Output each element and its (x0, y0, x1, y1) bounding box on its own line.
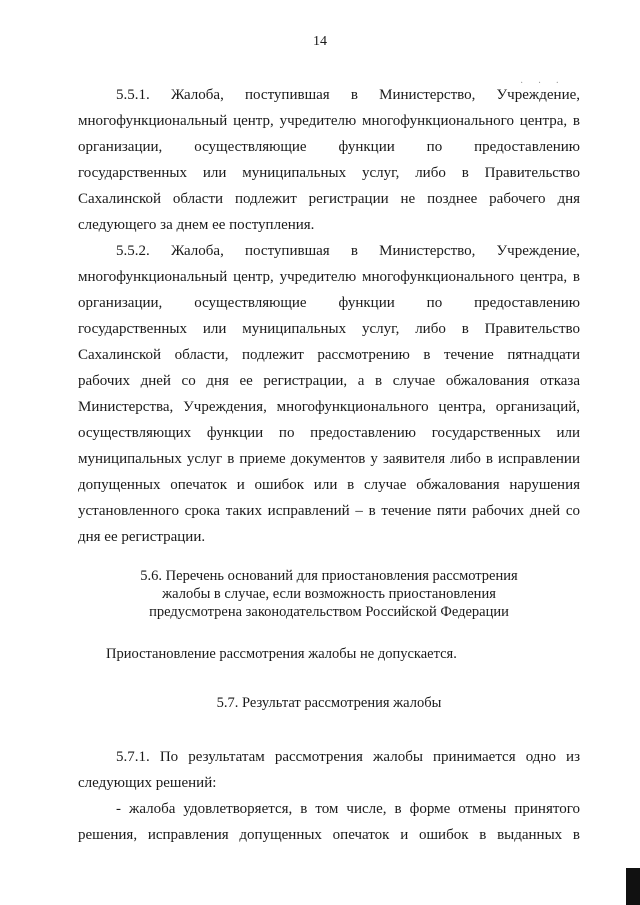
text-line: дня ее регистрации. (78, 529, 206, 545)
text-line: следующего за днем ее поступления. (78, 217, 315, 233)
text-line: установленного срока таких исправлений – в течение пяти рабочих дней со (78, 503, 580, 519)
section-heading-5-7: 5.7. Результат рассмотрения жалобы (216, 695, 442, 711)
text-line: 5.5.2. Жалоба, поступившая в Министерство, Учреждение, (116, 243, 580, 259)
text-line: решения, исправления допущенных опечаток и ошибок в выданных в (78, 827, 580, 843)
heading-line: предусмотрена законодательством Российской Федерации (149, 604, 509, 620)
heading-line: жалобы в случае, если возможность приостановления (162, 586, 496, 602)
scan-edge-mark (626, 868, 640, 905)
text-line: Сахалинской области, подлежит рассмотрению в течение пятнадцати (78, 347, 580, 363)
scan-specks: · · · (520, 78, 565, 89)
suspension-statement: Приостановление рассмотрения жалобы не допускается. (106, 646, 457, 662)
heading-line: 5.6. Перечень оснований для приостановления рассмотрения (140, 568, 518, 584)
text-line: многофункциональный центр, учредителю многофункционального центра, в (78, 113, 580, 129)
text-line: муниципальных услуг в приеме документов у заявителя либо в исправлении (78, 451, 580, 467)
text-line: рабочих дней со дня ее регистрации, а в случае обжалования отказа (78, 373, 580, 389)
text-line: государственных или муниципальных услуг, либо в Правительство (78, 321, 580, 337)
text-line: организации, осуществляющие функции по предоставлению (78, 295, 580, 311)
text-line: государственных или муниципальных услуг, либо в Правительство (78, 165, 580, 181)
text-line: Сахалинской области подлежит регистрации не позднее рабочего дня (78, 191, 580, 207)
text-line: 5.7.1. По результатам рассмотрения жалобы принимается одно из (116, 749, 580, 765)
page-number: 14 (313, 34, 327, 49)
text-line: осуществляющих функции по предоставлению государственных или (78, 425, 580, 441)
text-line: организации, осуществляющие функции по предоставлению (78, 139, 580, 155)
text-line: Министерства, Учреждения, многофункционального центра, организаций, (78, 399, 580, 415)
text-line: следующих решений: (78, 775, 217, 791)
text-line: допущенных опечаток и ошибок или в случае обжалования нарушения (78, 477, 580, 493)
text-line: многофункциональный центр, учредителю многофункционального центра, в (78, 269, 580, 285)
text-line: 5.5.1. Жалоба, поступившая в Министерство, Учреждение, (116, 87, 580, 103)
text-line: - жалоба удовлетворяется, в том числе, в форме отмены принятого (116, 801, 580, 817)
